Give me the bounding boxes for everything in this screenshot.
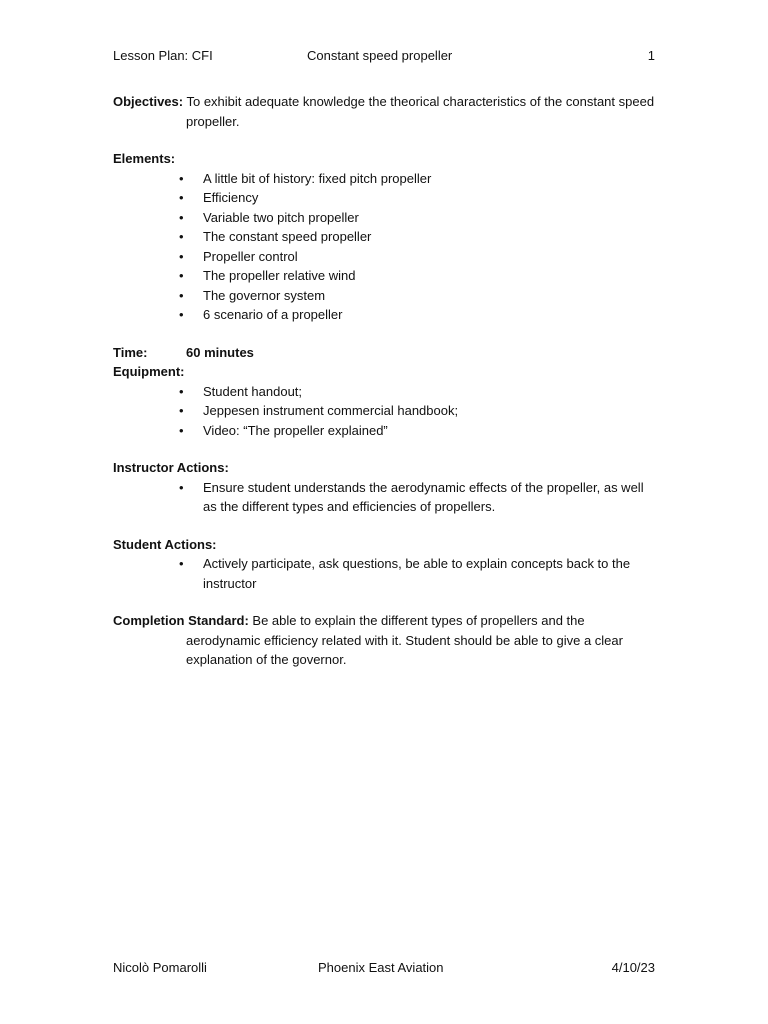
bullet-icon: • bbox=[179, 170, 184, 186]
equipment-section bbox=[113, 362, 658, 440]
page-header bbox=[113, 46, 655, 66]
header-page-number: 1 bbox=[647, 48, 655, 63]
bullet-icon: • bbox=[179, 229, 184, 244]
list-item: • Student handout; bbox=[203, 382, 658, 402]
objectives-text: To exhibit adequate knowledge the theorical characteristics of the constant speed propeller. bbox=[186, 94, 655, 129]
bullet-icon: • bbox=[179, 248, 184, 264]
equipment-label: Equipment: bbox=[113, 364, 185, 379]
list-item: • A little bit of history: fixed pitch propeller bbox=[203, 169, 658, 189]
bullet-icon: • bbox=[179, 190, 184, 205]
completion-standard-label: Completion Standard: bbox=[113, 613, 249, 628]
list-item: • Video: “The propeller explained” bbox=[203, 421, 658, 441]
bullet-icon: • bbox=[179, 307, 184, 322]
instructor-actions-label: Instructor Actions: bbox=[113, 460, 229, 475]
time-section bbox=[113, 343, 658, 363]
completion-standard-section bbox=[113, 611, 658, 670]
list-item: • Actively participate, ask questions, be able to explain concepts back to the instructor bbox=[179, 556, 631, 591]
equipment-list bbox=[113, 382, 658, 441]
time-value: 60 minutes bbox=[186, 344, 254, 360]
footer-organization: Phoenix East Aviation bbox=[318, 960, 444, 975]
list-item: • Efficiency bbox=[203, 188, 658, 208]
student-actions-section bbox=[113, 535, 658, 594]
bullet-icon: • bbox=[179, 403, 184, 418]
bullet-icon: • bbox=[179, 209, 184, 225]
bullet-icon: • bbox=[179, 268, 184, 283]
objectives-section bbox=[113, 92, 658, 131]
instructor-actions-section bbox=[113, 458, 658, 517]
bullet-icon: • bbox=[179, 287, 184, 303]
list-item: • 6 scenario of a propeller bbox=[203, 305, 658, 325]
objectives-label: Objectives: bbox=[113, 94, 184, 109]
list-item: • Ensure student understands the aerodynamic effects of the propeller, as well as the different types and efficiencies of propellers. bbox=[179, 479, 644, 514]
bullet-icon: • bbox=[179, 383, 184, 399]
elements-section bbox=[113, 149, 658, 325]
page-footer bbox=[113, 958, 655, 978]
list-item: • Propeller control bbox=[203, 247, 658, 267]
bullet-icon: • bbox=[179, 422, 184, 438]
header-lesson-plan: Lesson Plan: CFI bbox=[113, 48, 213, 63]
list-item: • The propeller relative wind bbox=[203, 266, 658, 286]
list-item: • Variable two pitch propeller bbox=[203, 208, 658, 228]
student-actions-list bbox=[113, 554, 658, 593]
completion-standard-text: Be able to explain the different types of propellers and the aerodynamic efficiency related with it. Student should be able to give a clear explanation of the governor. bbox=[186, 613, 623, 667]
footer-date: 4/10/23 bbox=[611, 960, 655, 975]
bullet-icon: • bbox=[179, 479, 184, 495]
elements-label: Elements: bbox=[113, 151, 176, 166]
list-item: • The governor system bbox=[203, 286, 658, 306]
list-item: • The constant speed propeller bbox=[203, 227, 658, 247]
time-label: Time: bbox=[113, 344, 148, 360]
footer-author: Nicolò Pomarolli bbox=[113, 960, 207, 975]
bullet-icon: • bbox=[179, 556, 184, 571]
list-item: • Jeppesen instrument commercial handbook; bbox=[203, 401, 658, 421]
elements-list bbox=[113, 169, 658, 325]
header-title: Constant speed propeller bbox=[307, 48, 453, 63]
document-body bbox=[113, 92, 658, 688]
instructor-actions-list bbox=[113, 478, 658, 517]
student-actions-label: Student Actions: bbox=[113, 536, 217, 552]
